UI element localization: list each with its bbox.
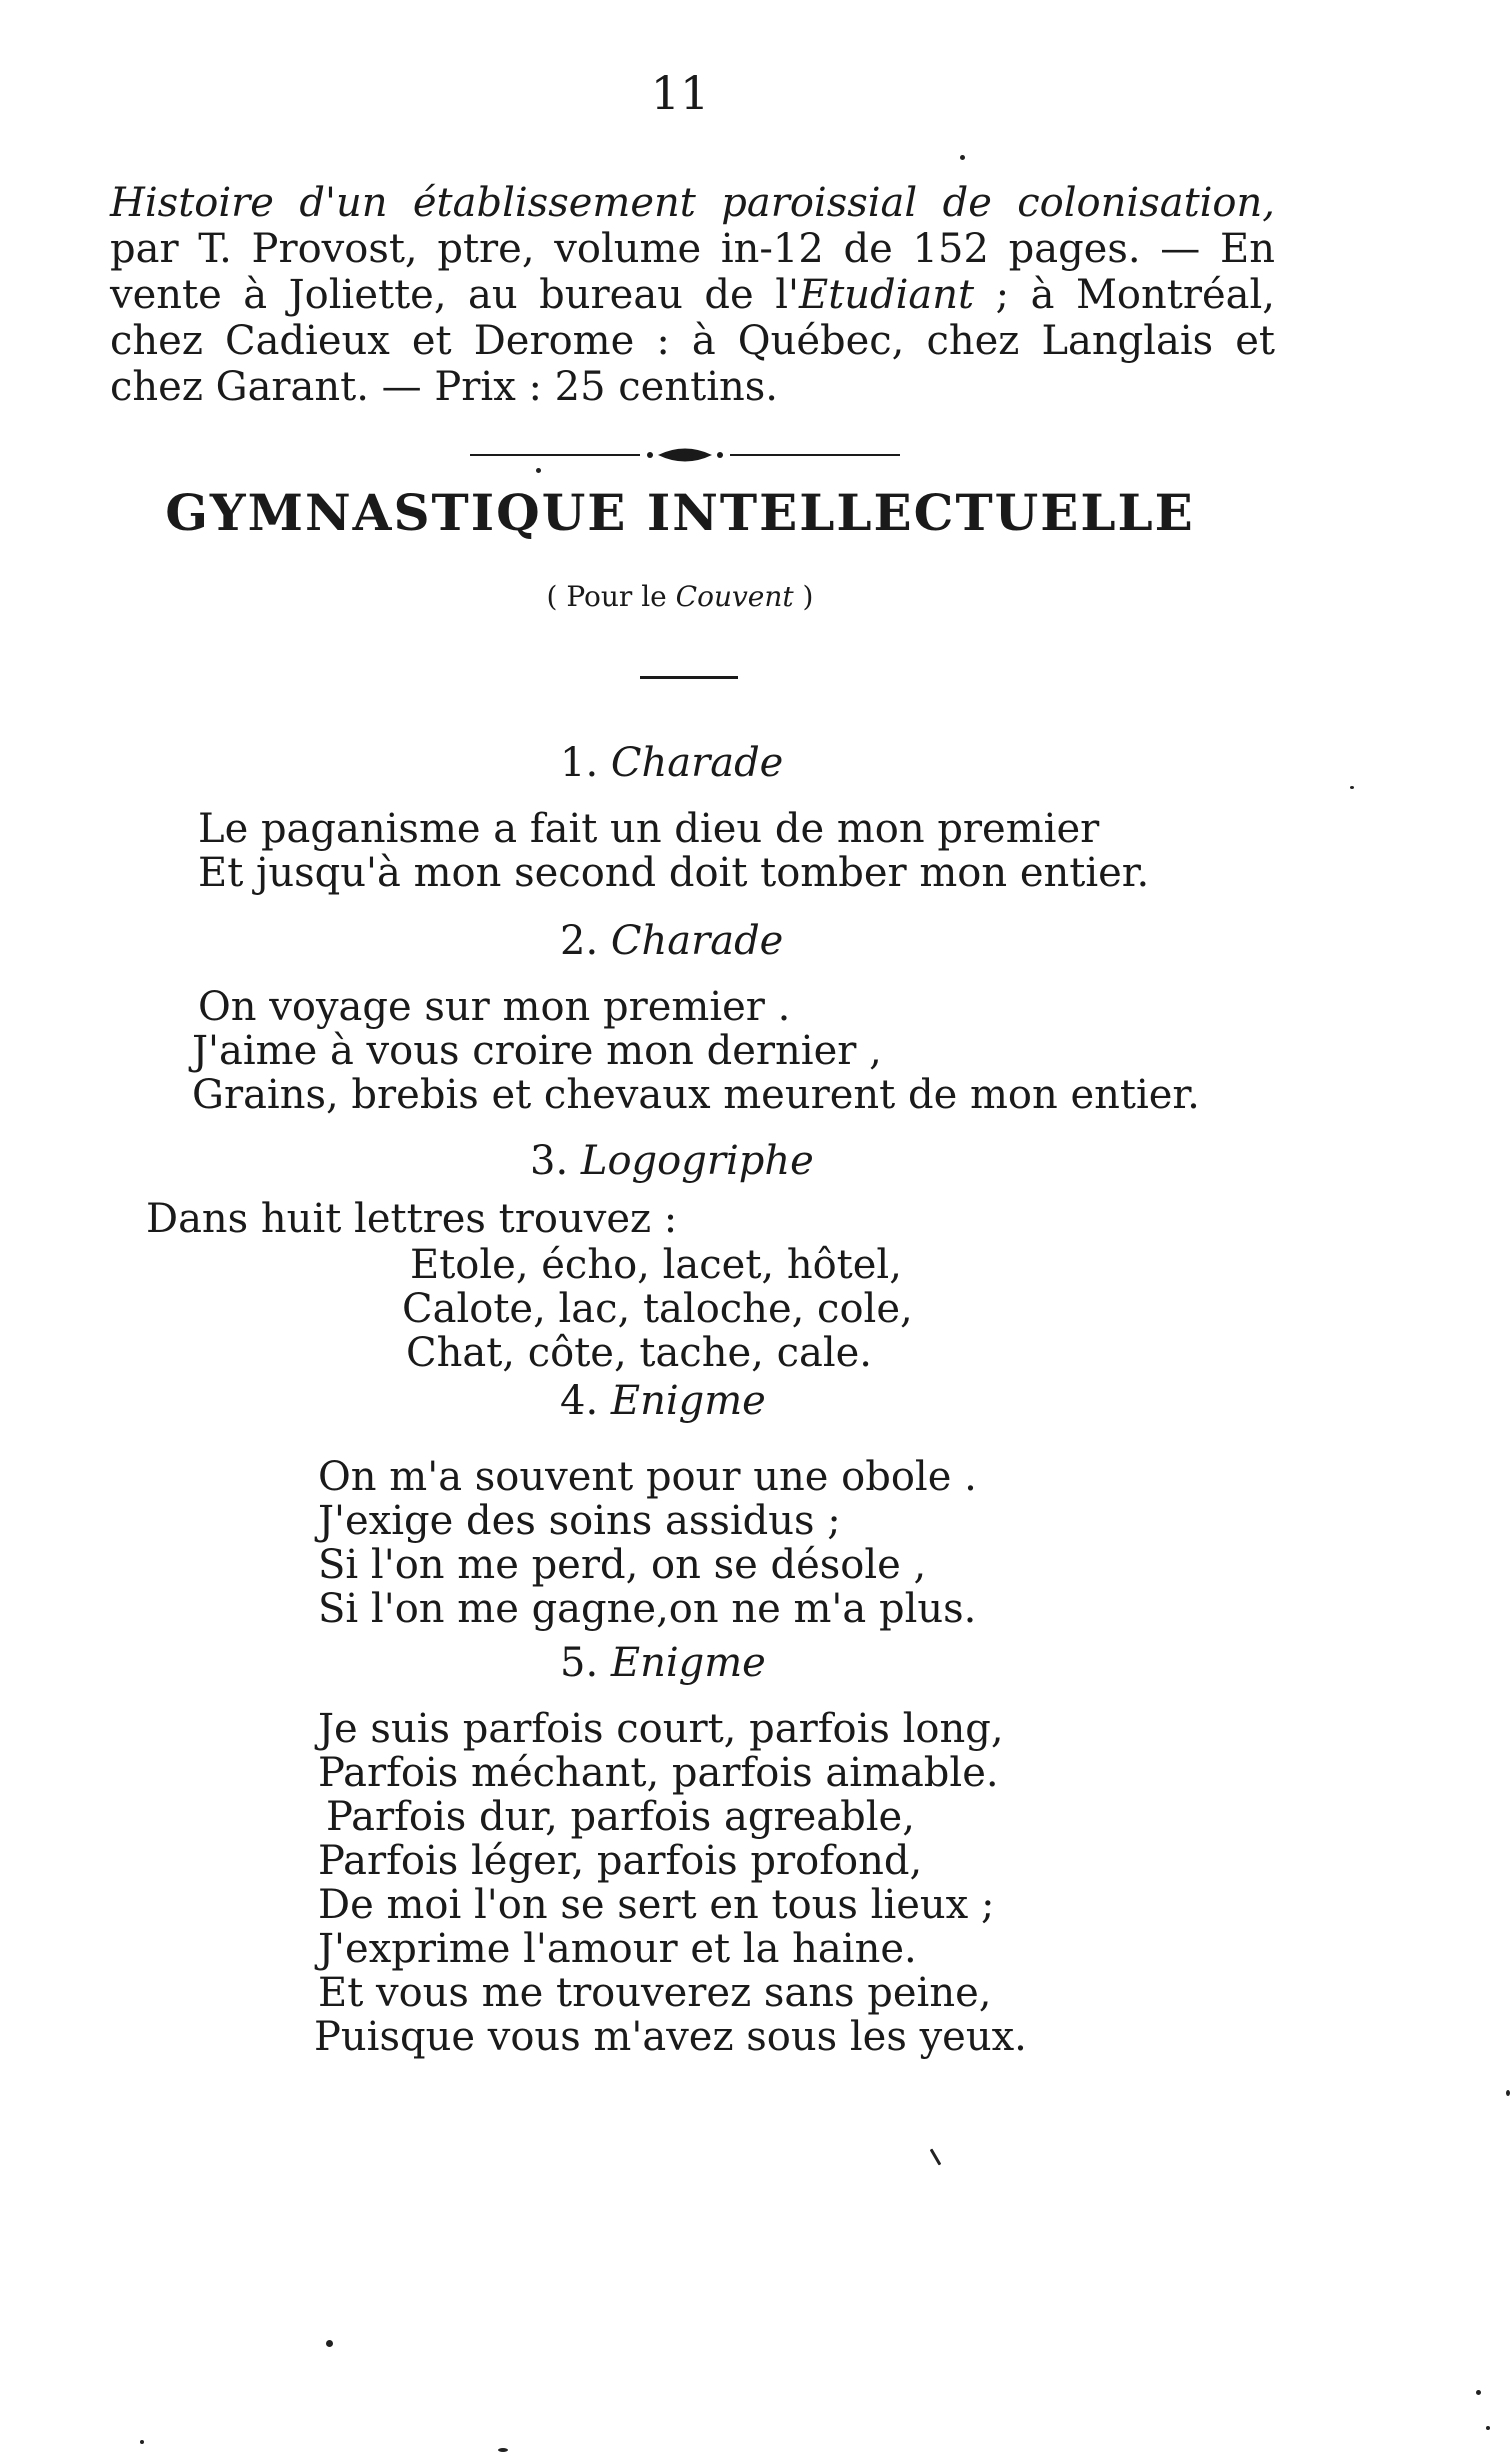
subheading-couvent: Couvent <box>675 580 794 613</box>
scan-speck <box>960 155 965 160</box>
puzzle-5-line-5: De moi l'on se sert en tous lieux ; <box>318 1882 995 1928</box>
puzzle-1-title <box>560 740 783 786</box>
short-rule <box>640 676 738 679</box>
puzzle-5-line-1: Je suis parfois court, parfois long, <box>318 1706 1004 1752</box>
notice-book-title: Histoire d'un établissement paroissial de colonisation, <box>110 180 1275 226</box>
puzzle-5-type: Enigme <box>610 1640 766 1686</box>
puzzle-3-number: 3. <box>530 1138 569 1184</box>
puzzle-2-line-2: J'aime à vous croire mon dernier , <box>192 1028 882 1074</box>
puzzle-3-line-1: Etole, écho, lacet, hôtel, <box>410 1242 902 1288</box>
puzzle-5-number: 5. <box>560 1640 599 1686</box>
puzzle-4-line-4: Si l'on me gagne,on ne m'a plus. <box>318 1586 977 1632</box>
puzzle-3-line-2: Calote, lac, taloche, cole, <box>402 1286 913 1332</box>
notice-line-3-end: ; à Montréal, <box>974 272 1275 318</box>
subheading-open: ( Pour le <box>546 580 676 613</box>
puzzle-3-title <box>530 1138 814 1184</box>
puzzle-5-line-3: Parfois dur, parfois agreable, <box>326 1794 915 1840</box>
notice-etudiant: Etudiant <box>799 272 975 318</box>
puzzle-5-line-2: Parfois méchant, parfois aimable. <box>318 1750 999 1796</box>
publication-notice <box>110 180 1275 410</box>
scan-speck <box>536 468 541 473</box>
puzzle-1-line-2: Et jusqu'à mon second doit tomber mon entier. <box>198 850 1150 896</box>
notice-line-3 <box>110 272 1275 318</box>
subheading-close: ) <box>793 580 814 613</box>
puzzle-5-line-4: Parfois léger, parfois profond, <box>318 1838 923 1884</box>
puzzle-4-line-1: On m'a souvent pour une obole . <box>318 1454 977 1500</box>
scan-speck <box>1506 2090 1510 2096</box>
notice-line-1 <box>110 180 1275 226</box>
section-heading: GYMNASTIQUE INTELLECTUELLE <box>165 483 1195 542</box>
scan-speck <box>498 2448 508 2452</box>
puzzle-1-line-1: Le paganisme a fait un dieu de mon premier <box>198 806 1100 852</box>
puzzle-5-line-6: J'exprime l'amour et la haine. <box>318 1926 917 1972</box>
notice-line-4: chez Cadieux et Derome : à Québec, chez Langlais et <box>110 318 1275 364</box>
puzzle-4-type: Enigme <box>610 1378 766 1424</box>
scan-speck <box>930 2148 942 2165</box>
puzzle-4-title <box>560 1378 766 1424</box>
notice-line-3-start: vente à Joliette, au bureau de l' <box>110 272 799 318</box>
notice-line-5: chez Garant. — Prix : 25 centins. <box>110 364 778 410</box>
puzzle-2-title <box>560 918 783 964</box>
puzzle-4-line-3: Si l'on me perd, on se désole , <box>318 1542 927 1588</box>
page-number: 11 <box>650 66 710 120</box>
puzzle-2-line-3: Grains, brebis et chevaux meurent de mon entier. <box>192 1072 1200 1118</box>
scan-speck <box>140 2440 144 2444</box>
scan-speck <box>326 2340 333 2347</box>
puzzle-2-line-1: On voyage sur mon premier . <box>198 984 791 1030</box>
ornament-divider <box>470 440 900 470</box>
puzzle-4-number: 4. <box>560 1378 599 1424</box>
puzzle-3-line-3: Chat, côte, tache, cale. <box>406 1330 872 1376</box>
puzzle-1-number: 1. <box>560 740 599 786</box>
puzzle-1-type: Charade <box>610 740 784 786</box>
puzzle-2-number: 2. <box>560 918 599 964</box>
scan-speck <box>1350 786 1354 789</box>
puzzle-3-intro: Dans huit lettres trouvez : <box>146 1196 678 1242</box>
puzzle-5-title <box>560 1640 766 1686</box>
puzzle-4-line-2: J'exige des soins assidus ; <box>318 1498 841 1544</box>
notice-line-2: par T. Provost, ptre, volume in-12 de 152 pages. — En <box>110 226 1275 272</box>
section-subheading <box>0 580 1360 613</box>
puzzle-3-type: Logogriphe <box>580 1138 814 1184</box>
puzzle-5-line-7: Et vous me trouverez sans peine, <box>318 1970 992 2016</box>
puzzle-5-line-8: Puisque vous m'avez sous les yeux. <box>314 2014 1027 2060</box>
scan-speck <box>1486 2426 1490 2430</box>
scan-speck <box>1476 2390 1481 2395</box>
puzzle-2-type: Charade <box>610 918 784 964</box>
